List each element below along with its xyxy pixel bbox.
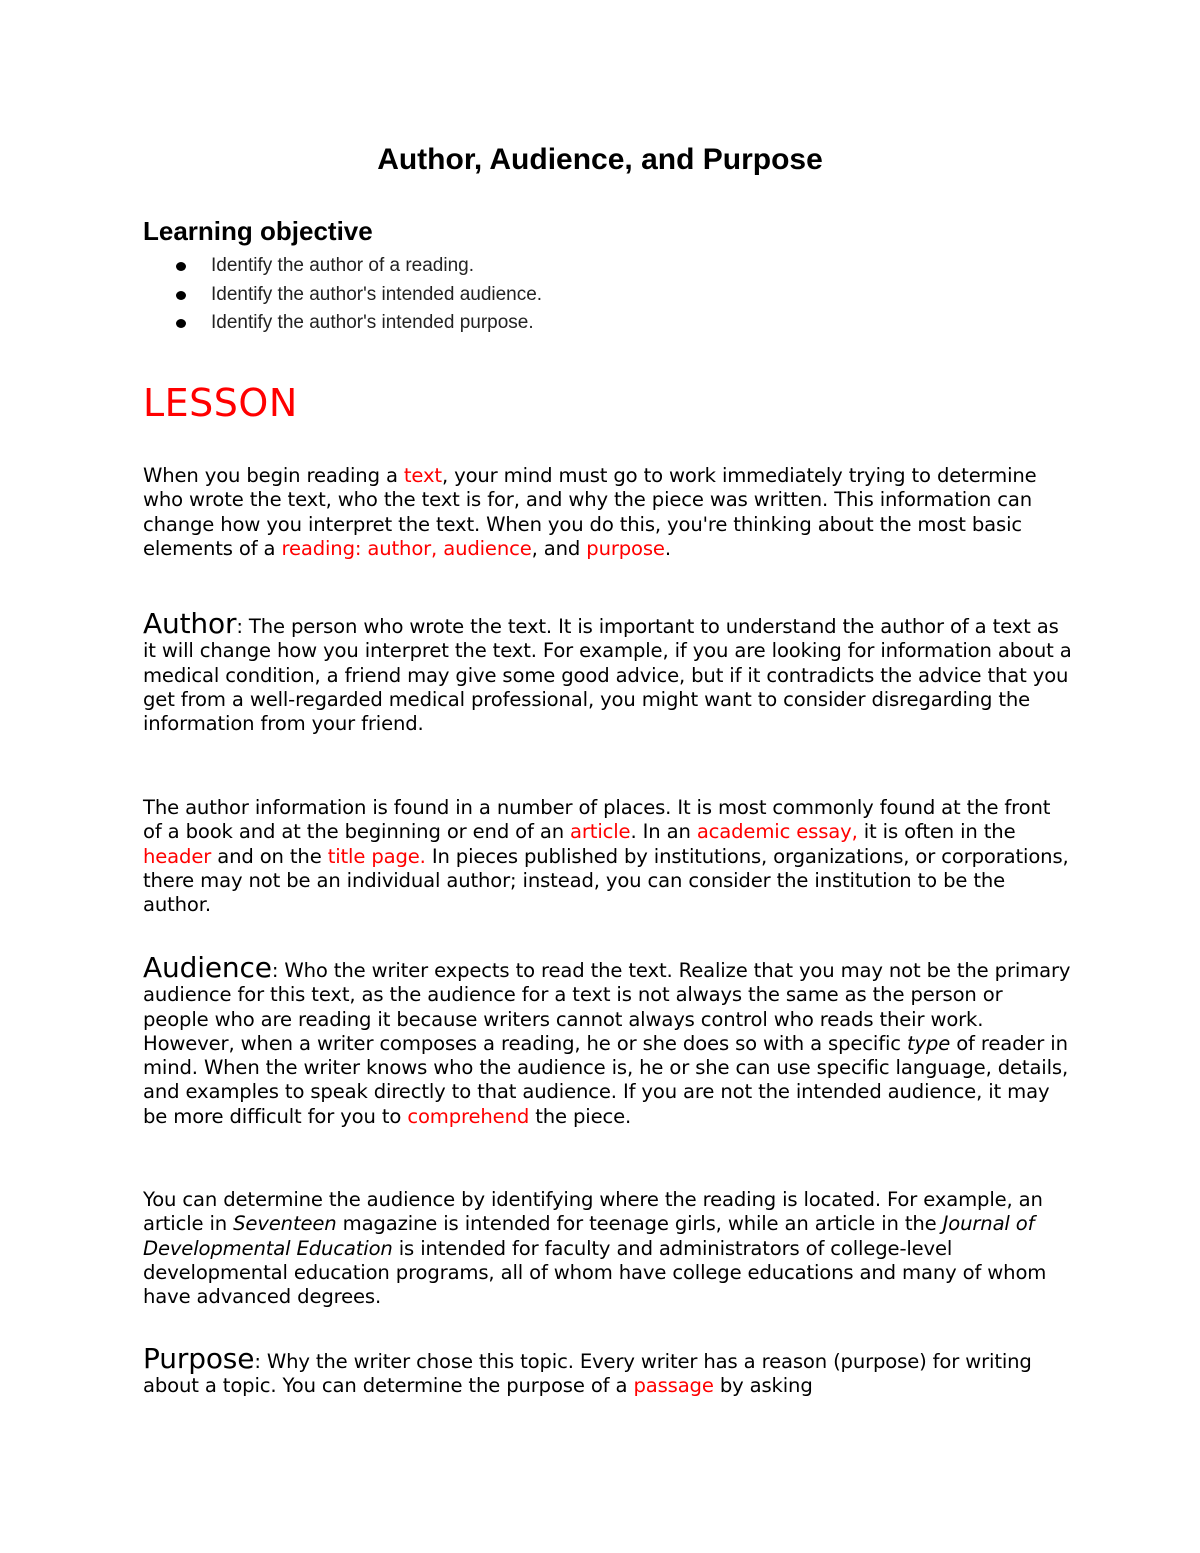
paragraph-text: by asking xyxy=(713,1374,813,1398)
header-link[interactable]: header xyxy=(143,844,212,868)
academic-essay-link[interactable]: academic essay, xyxy=(696,820,858,844)
bullet-icon xyxy=(176,319,186,328)
paragraph-text: : The person who wrote the text. It is important to understand the author of a text as it will change how you interpret the text. For example, if you are looking for information about a medical condition, a friend may give some good advice, but if it contradicts the advice that you get from a well-regarded medical professional, you might want to consider disregarding the information from your friend. xyxy=(143,615,1072,736)
objectives-list xyxy=(143,252,542,338)
paragraph-text: When you begin reading a xyxy=(143,464,404,487)
audience-example-paragraph xyxy=(143,1188,1073,1309)
italic-seventeen: Seventeen xyxy=(233,1212,337,1236)
passage-link[interactable]: passage xyxy=(633,1374,714,1398)
purpose-link[interactable]: purpose xyxy=(586,536,665,560)
objective-text: Identify the author's intended audience. xyxy=(211,283,543,305)
learning-objective-heading: Learning objective xyxy=(143,216,373,246)
paragraph-text: In pieces published by institutions, organizations, or corporations, there may not be an individual author; instead, you can consider the institution to be the author. xyxy=(143,844,1069,917)
paragraph-text: it is often in the xyxy=(857,820,1016,844)
paragraph-text: of reader in mind. When the writer knows who the audience is, he or she can use specific language, details, and examples to speak directly to that audience. If you are not the intended audience, it may be more difficult for you to xyxy=(143,1031,1069,1128)
bullet-icon xyxy=(176,262,186,271)
author-term: Author xyxy=(143,607,237,640)
author-location-paragraph xyxy=(143,796,1073,917)
reading-author-audience-link[interactable]: reading: author, audience xyxy=(281,536,532,560)
audience-term: Audience xyxy=(143,951,272,984)
author-paragraph xyxy=(143,607,1073,736)
objective-text: Identify the author's intended purpose. xyxy=(211,312,534,333)
paragraph-text: the piece. xyxy=(529,1104,632,1128)
lesson-heading: LESSON xyxy=(143,381,298,425)
paragraph-text: and on the xyxy=(211,844,328,868)
paragraph-text: . xyxy=(664,536,671,560)
bullet-icon xyxy=(176,291,186,300)
list-item xyxy=(143,309,542,338)
text-link[interactable]: text xyxy=(403,464,442,487)
audience-paragraph xyxy=(143,951,1073,1129)
paragraph-text: The author information is found in a number of places. It is most commonly found at the front of a book and at the beginning or end of an xyxy=(143,796,1051,844)
italic-type: type xyxy=(906,1031,951,1055)
comprehend-link[interactable]: comprehend xyxy=(407,1104,530,1128)
article-link[interactable]: article xyxy=(570,820,631,844)
document-title: Author, Audience, and Purpose xyxy=(377,143,823,176)
paragraph-text: : Who the writer expects to read the text. Realize that you may not be the primary audience for this text, as the audience for a text is not always the same as the person or people who are reading it because writers cannot always control who reads their work. However, when a writer composes a reading, he or she does so with a specific xyxy=(143,959,1071,1055)
paragraph-text: You can determine the audience by identifying where the reading is located. For example, an article in xyxy=(143,1188,1043,1236)
paragraph-text: : Why the writer chose this topic. Every writer has a reason (purpose) for writing about a topic. You can determine the purpose of a xyxy=(143,1350,1032,1398)
italic-journal-title: Journal of Developmental Education xyxy=(143,1212,1035,1260)
paragraph-text: , your mind must go to work immediately trying to determine who wrote the text, who the text is for, and why the piece was written. This information can change how you interpret the text. When you do this, you're thinking about the most basic elements of a xyxy=(143,464,1037,560)
paragraph-text: . In an xyxy=(630,820,697,844)
list-item xyxy=(143,252,542,281)
list-item xyxy=(143,281,542,310)
purpose-term: Purpose xyxy=(143,1342,255,1375)
objective-text: Identify the author of a reading. xyxy=(211,255,475,276)
paragraph-text: , and xyxy=(531,536,587,560)
intro-paragraph xyxy=(143,464,1073,561)
title-page-link[interactable]: title page. xyxy=(327,844,426,868)
paragraph-text: is intended for faculty and administrators of college-level developmental education programs, all of whom have college educations and many of whom have advanced degrees. xyxy=(143,1236,1047,1309)
paragraph-text: magazine is intended for teenage girls, while an article in the xyxy=(336,1212,943,1236)
purpose-paragraph xyxy=(143,1342,1073,1399)
